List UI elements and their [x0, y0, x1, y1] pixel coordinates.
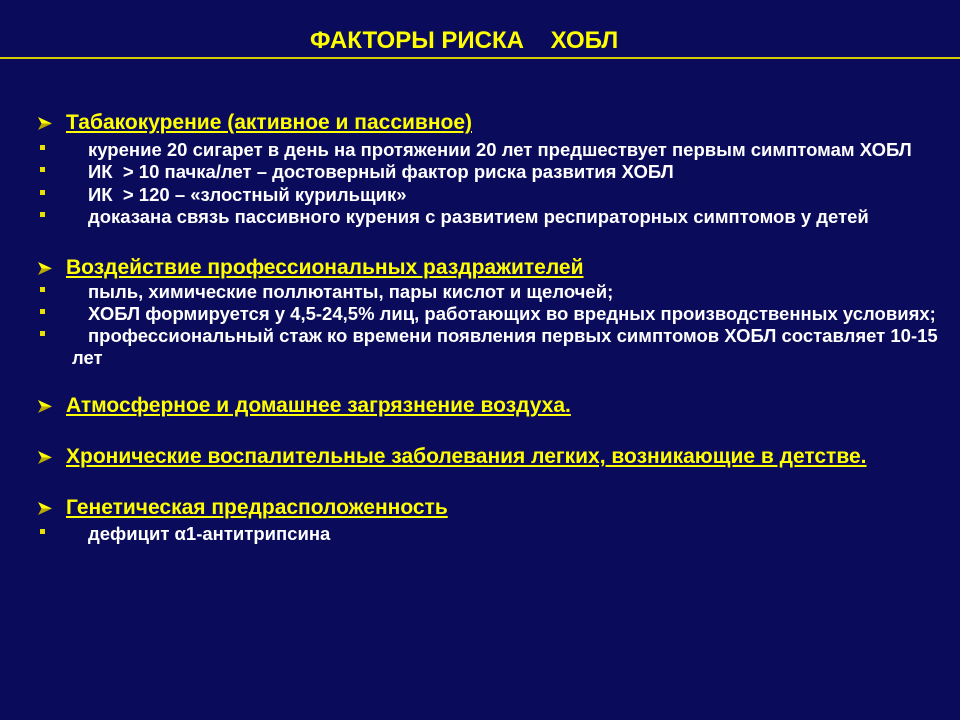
list-item [40, 139, 912, 161]
square-bullet-icon [40, 167, 45, 172]
list-item-text: дефицит α1-антитрипсина [88, 523, 331, 544]
square-bullet-icon [40, 309, 45, 314]
list-item-text: пыль, химические поллютанты, пары кислот и щелочей; [88, 281, 614, 302]
arrow-bullet-icon [38, 117, 52, 130]
section-heading-label: Табакокурение (активное и пассивное) [66, 111, 473, 134]
list-item [40, 281, 613, 303]
title-divider [0, 57, 960, 59]
square-bullet-icon [40, 190, 45, 195]
arrow-bullet-icon [38, 451, 52, 464]
section-heading-label: Атмосферное и домашнее загрязнение воздуха. [66, 394, 571, 417]
square-bullet-icon [40, 331, 45, 336]
list-item-text: курение 20 сигарет в день на протяжении 20 лет предшествует первым симптомам ХОБЛ [88, 139, 912, 160]
page-title: ФАКТОРЫ РИСКА ХОБЛ [310, 27, 619, 54]
section-heading-genetic [38, 495, 448, 521]
section-heading-label: Хронические воспалительные заболевания легких, возникающие в детстве. [66, 445, 867, 468]
list-item-text: ХОБЛ формируется у 4,5-24,5% лиц, работающих во вредных производственных условиях; [88, 303, 936, 324]
section-heading-childhood-disease [38, 444, 866, 470]
list-item [40, 303, 936, 325]
section-heading-occupational [38, 255, 584, 281]
list-item-text-continuation: лет [72, 347, 103, 368]
arrow-bullet-icon [38, 502, 52, 515]
arrow-bullet-icon [38, 262, 52, 275]
square-bullet-icon [40, 529, 45, 534]
list-item [40, 184, 407, 206]
list-item-text: ИК > 10 пачка/лет – достоверный фактор риска развития ХОБЛ [88, 161, 674, 182]
square-bullet-icon [40, 287, 45, 292]
list-item [40, 161, 674, 183]
section-heading-label: Воздействие профессиональных раздражителей [66, 256, 584, 279]
list-item [40, 206, 869, 228]
list-item [40, 523, 330, 545]
square-bullet-icon [40, 212, 45, 217]
section-heading-air-pollution [38, 393, 571, 419]
list-item-text: профессиональный стаж ко времени появления первых симптомов ХОБЛ составляет 10-15 [88, 325, 938, 346]
list-item [40, 325, 938, 347]
section-heading-label: Генетическая предрасположенность [66, 496, 448, 519]
square-bullet-icon [40, 145, 45, 150]
list-item-text: ИК > 120 – «злостный курильщик» [88, 184, 407, 205]
arrow-bullet-icon [38, 400, 52, 413]
section-heading-tobacco [38, 110, 472, 136]
list-item-text: доказана связь пассивного курения с развитием респираторных симптомов у детей [88, 206, 869, 227]
